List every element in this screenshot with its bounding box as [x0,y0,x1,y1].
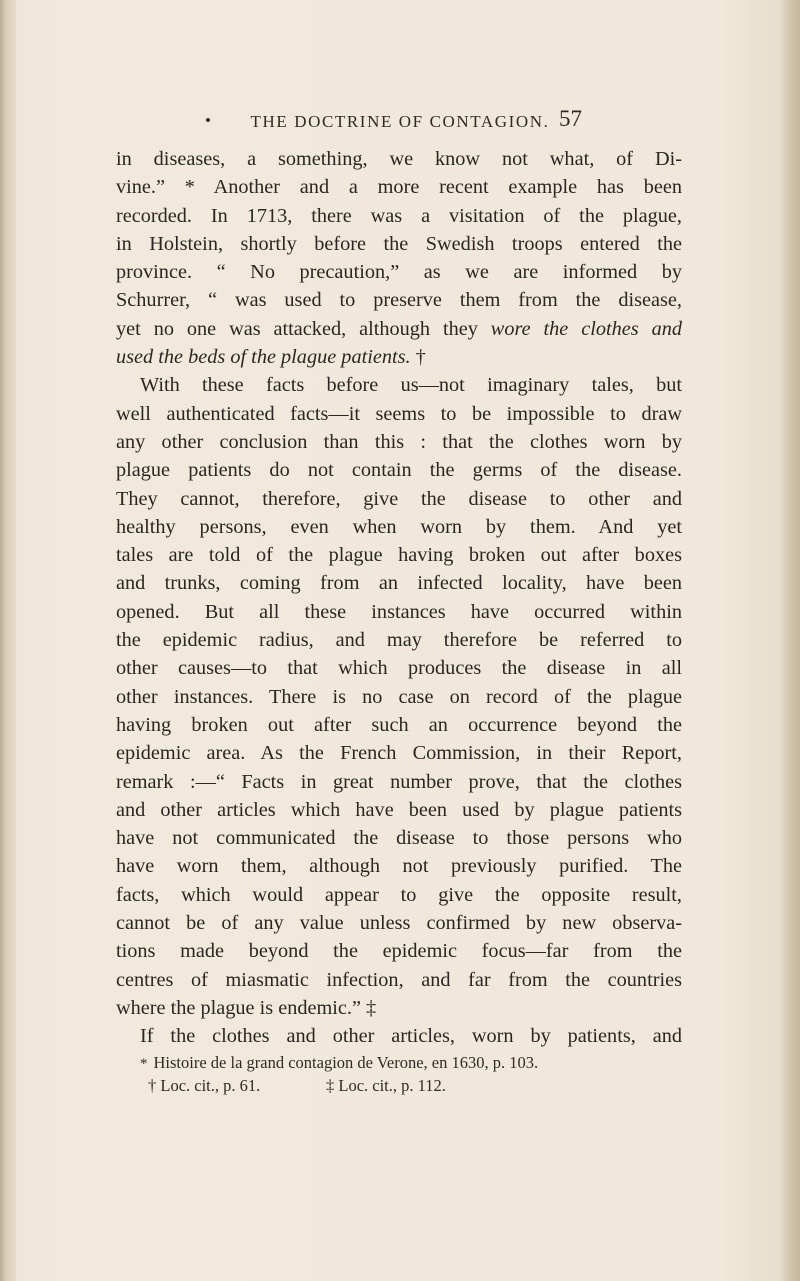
text-line: in Holstein, shortly before the Swedish troops entered the [116,232,682,255]
text-line: epidemic area. As the French Commission, in their Report, [116,742,682,765]
text-line: province. “ No precaution,” as we are informed by [116,261,682,284]
text-line: other causes—to that which produces the disease in all [116,657,682,680]
text-line: have not communicated the disease to those persons who [116,827,682,850]
text-line: in diseases, a something, we know not what, of Di- [116,148,682,170]
text-line: and trunks, coming from an infected locality, have been [116,572,682,595]
text-line: plague patients do not contain the germs of the disease. [116,459,682,482]
text-line: where the plague is endemic.” ‡ [116,996,377,1019]
running-title: THE DOCTRINE OF CONTAGION. [250,112,550,131]
text-line: healthy persons, even when worn by them. And yet [116,515,682,538]
text-line: facts, which would appear to give the opposite result, [116,883,682,906]
text-line: remark :—“ Facts in great number prove, that the clothes [116,770,682,793]
text-line: other instances. There is no case on record of the plague [116,685,682,708]
text-line: have worn them, although not previously purified. The [116,855,682,878]
binding-gutter [0,0,16,1281]
footnote-double-dagger: ‡ Loc. cit., p. 112. [326,1076,446,1095]
text-line: having broken out after such an occurrence beyond the [116,713,682,736]
footnote-star-mark: * [140,1056,148,1072]
body-text [116,145,682,1051]
text-line: tales are told of the plague having broken out after boxes [116,544,682,567]
running-head [120,108,680,138]
text-line: yet no one was attacked, although they wore the clothes and [116,317,682,340]
text-line: centres of miasmatic infection, and far from the countries [116,968,682,991]
text-line: any other conclusion than this : that the clothes worn by [116,430,682,453]
text-line: vine.” * Another and a more recent example has been [116,176,682,199]
footnotes [140,1052,700,1097]
text-line: used the beds of the plague patients. † [116,346,426,369]
footnote-star [140,1052,700,1075]
text-line: opened. But all these instances have occurred within [116,600,682,623]
text-line: They cannot, therefore, give the disease to other and [116,487,682,510]
text-line: tions made beyond the epidemic focus—far from the [116,940,682,963]
page-number: 57 [559,106,582,131]
text-line: Schurrer, “ was used to preserve them from the disease, [116,289,682,312]
page-edge [778,0,800,1281]
text-line: With these facts before us—not imaginary tales, but [140,374,682,397]
footnote-row [140,1075,700,1097]
footnote-dagger: † Loc. cit., p. 61. [148,1076,261,1095]
text-line: and other articles which have been used by plague patients [116,798,682,821]
footnote-star-text: Histoire de la grand contagion de Verone, en 1630, p. 103. [153,1053,539,1072]
text-line: well authenticated facts—it seems to be impossible to draw [116,402,682,425]
text-line: If the clothes and other articles, worn by patients, and [140,1025,682,1048]
text-line: recorded. In 1713, there was a visitation of the plague, [116,204,682,227]
text-line: cannot be of any value unless confirmed by new observa- [116,912,682,935]
text-line: the epidemic radius, and may therefore be referred to [116,629,682,652]
